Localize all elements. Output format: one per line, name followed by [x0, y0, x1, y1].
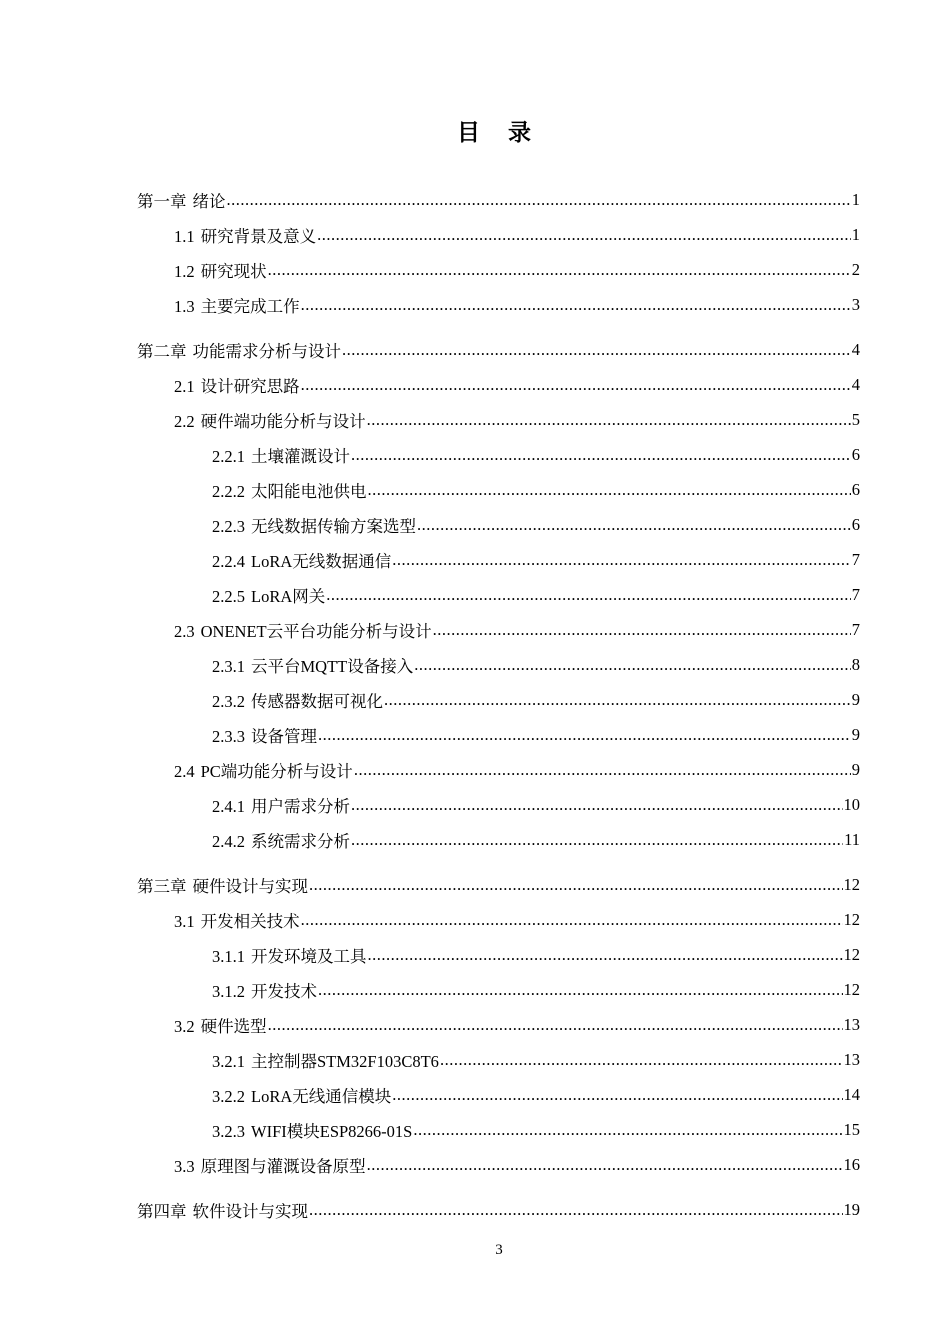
toc-entry[interactable]	[137, 437, 860, 472]
toc-entry-number: 2.2.5	[212, 586, 245, 606]
toc-entry[interactable]	[137, 902, 860, 937]
toc-entry-title	[212, 653, 413, 677]
toc-entry-label: 用户需求分析	[251, 796, 350, 816]
toc-entry-page: 7	[851, 549, 860, 569]
toc-entry-label: 功能需求分析与设计	[192, 341, 341, 361]
toc-entry-number: 3.2	[174, 1016, 195, 1036]
toc-dot-leader	[309, 1200, 843, 1220]
toc-entry-title	[212, 443, 350, 467]
toc-entry-page: 13	[843, 1014, 860, 1034]
toc-entry-label: 硬件设计与实现	[192, 876, 308, 896]
toc-entry[interactable]	[137, 717, 860, 752]
toc-entry-page: 3	[851, 294, 860, 314]
toc-entry[interactable]	[137, 577, 860, 612]
toc-entry[interactable]	[137, 507, 860, 542]
toc-entry-page: 9	[851, 689, 860, 709]
toc-dot-leader	[413, 1120, 842, 1140]
toc-entry-number: 1.3	[174, 296, 195, 316]
toc-entry[interactable]	[137, 937, 860, 972]
toc-entry-label: 研究现状	[200, 261, 267, 281]
toc-entry-number: 2.1	[174, 376, 195, 396]
toc-entry-title	[212, 548, 391, 572]
toc-entry-number: 2.4.1	[212, 796, 245, 816]
toc-entry-label: 云平台MQTT设备接入	[251, 656, 414, 676]
toc-entry-title	[212, 723, 317, 747]
toc-entry-title	[212, 793, 350, 817]
toc-entry-number: 2.2.1	[212, 446, 245, 466]
toc-entry-title	[174, 1153, 366, 1177]
toc-entry-page: 9	[851, 724, 860, 744]
page-title: 目 录	[456, 120, 541, 146]
toc-entry-page: 6	[851, 479, 860, 499]
toc-entry-page: 4	[851, 339, 860, 359]
toc-dot-leader	[384, 690, 851, 710]
toc-entry-title	[212, 688, 383, 712]
toc-entry-title	[212, 943, 367, 967]
toc-entry-number: 2.4	[174, 761, 195, 781]
toc-entry-page: 10	[843, 794, 860, 814]
toc-entry[interactable]	[137, 682, 860, 717]
toc-entry-title	[212, 1118, 412, 1142]
toc-entry-title	[174, 408, 366, 432]
toc-entry-page: 1	[851, 189, 860, 209]
toc-dot-leader	[301, 375, 851, 395]
toc-dot-leader	[351, 795, 843, 815]
toc-entry-label: 开发相关技术	[200, 911, 300, 931]
toc-dot-leader	[318, 980, 843, 1000]
toc-entry-label: 开发技术	[251, 981, 317, 1001]
toc-entry-page: 7	[851, 619, 860, 639]
toc-entry-title	[212, 583, 325, 607]
toc-dot-leader	[351, 445, 851, 465]
toc-entry-page: 11	[844, 829, 860, 849]
toc-dot-leader	[227, 190, 851, 210]
toc-entry-page: 9	[851, 759, 860, 779]
toc-entry-number: 第一章	[137, 191, 187, 211]
toc-entry-title	[174, 758, 353, 782]
toc-dot-leader	[268, 260, 851, 280]
toc-entry[interactable]	[137, 1192, 860, 1227]
toc-entry-page: 7	[851, 584, 860, 604]
toc-entry-title	[174, 373, 300, 397]
toc-entry-number: 第四章	[137, 1201, 187, 1221]
toc-dot-leader	[268, 1015, 843, 1035]
toc-entry[interactable]	[137, 972, 860, 1007]
toc-entry-page: 19	[843, 1199, 860, 1219]
toc-entry[interactable]	[137, 1042, 860, 1077]
toc-entry-number: 2.4.2	[212, 831, 245, 851]
toc-entry[interactable]	[137, 252, 860, 287]
toc-entry-page: 4	[851, 374, 860, 394]
toc-dot-leader	[417, 515, 851, 535]
toc-entry-number: 1.1	[174, 226, 195, 246]
toc-entry-title	[174, 908, 300, 932]
toc-entry-label: 硬件端功能分析与设计	[200, 411, 366, 431]
toc-dot-leader	[433, 620, 851, 640]
toc-entry-number: 第三章	[137, 876, 187, 896]
toc-entry-label: 硬件选型	[200, 1016, 267, 1036]
toc-entry-label: LoRA无线数据通信	[251, 551, 392, 571]
toc-entry-page: 5	[851, 409, 860, 429]
toc-entry-number: 2.2.2	[212, 481, 245, 501]
toc-entry-page: 12	[843, 874, 860, 894]
toc-entry-title	[212, 1083, 391, 1107]
toc-entry[interactable]	[137, 647, 860, 682]
toc-entry[interactable]	[137, 542, 860, 577]
toc-entry-label: 开发环境及工具	[251, 946, 367, 966]
toc-entry-number: 3.1	[174, 911, 195, 931]
toc-entry-title	[174, 293, 300, 317]
toc-entry-label: 设计研究思路	[200, 376, 300, 396]
toc-dot-leader	[301, 295, 851, 315]
toc-dot-leader	[414, 655, 851, 675]
toc-entry-label: 设备管理	[251, 726, 317, 746]
toc-entry-label: PC端功能分析与设计	[200, 761, 353, 781]
toc-entry-label: ONENET云平台功能分析与设计	[200, 621, 432, 641]
toc-entry-number: 2.2.4	[212, 551, 245, 571]
page-number: 3	[495, 1242, 503, 1258]
toc-entry-title	[174, 1013, 267, 1037]
toc-dot-leader	[342, 340, 851, 360]
toc-dot-leader	[368, 480, 851, 500]
toc-entry[interactable]	[137, 787, 860, 822]
toc-entry[interactable]	[137, 612, 860, 647]
toc-entry-title	[212, 478, 367, 502]
toc-entry-number: 2.3	[174, 621, 195, 641]
toc-entry-label: 原理图与灌溉设备原型	[200, 1156, 366, 1176]
toc-entry[interactable]	[137, 752, 860, 787]
toc-dot-leader	[318, 725, 851, 745]
toc-dot-leader	[354, 760, 851, 780]
toc-entry-label: 绪论	[192, 191, 226, 211]
toc-dot-leader	[301, 910, 843, 930]
toc-entry-number: 2.3.1	[212, 656, 245, 676]
toc-entry-page: 8	[851, 654, 860, 674]
toc-entry-label: 主要完成工作	[200, 296, 300, 316]
toc-entry[interactable]	[137, 217, 860, 252]
toc-entry-page: 6	[851, 514, 860, 534]
toc-entry-number: 2.2	[174, 411, 195, 431]
toc-dot-leader	[317, 225, 851, 245]
toc-entry-label: 软件设计与实现	[192, 1201, 308, 1221]
toc-entry-number: 3.1.1	[212, 946, 245, 966]
toc-entry-number: 3.1.2	[212, 981, 245, 1001]
toc-entry-title	[174, 258, 267, 282]
toc-dot-leader	[326, 585, 851, 605]
toc-entry[interactable]	[137, 867, 860, 902]
toc-entry[interactable]	[137, 182, 860, 217]
toc-entry-title	[212, 1048, 439, 1072]
toc-entry[interactable]	[137, 1077, 860, 1112]
toc-dot-leader	[309, 875, 843, 895]
toc-entry[interactable]	[137, 367, 860, 402]
toc-dot-leader	[367, 410, 851, 430]
toc-entry-number: 3.3	[174, 1156, 195, 1176]
toc-dot-leader	[368, 945, 843, 965]
toc-entry[interactable]	[137, 1112, 860, 1147]
toc-entry-page: 6	[851, 444, 860, 464]
toc-entry-number: 3.2.3	[212, 1121, 245, 1141]
toc-entry-title	[212, 828, 350, 852]
toc-entry-page: 12	[843, 944, 860, 964]
toc-dot-leader	[367, 1155, 843, 1175]
toc-entry[interactable]	[137, 822, 860, 857]
toc-entry-title	[174, 618, 432, 642]
toc-entry-page: 1	[851, 224, 860, 244]
toc-entry-title	[174, 223, 316, 247]
toc-entry-title	[137, 873, 308, 897]
toc-entry-number: 2.3.3	[212, 726, 245, 746]
toc-entry-title	[212, 513, 416, 537]
toc-entry[interactable]	[137, 472, 860, 507]
toc-dot-leader	[392, 1085, 842, 1105]
toc-entry-page: 12	[843, 909, 860, 929]
toc-entry-number: 2.3.2	[212, 691, 245, 711]
toc-entry-label: 传感器数据可视化	[251, 691, 383, 711]
toc-entry-page: 2	[851, 259, 860, 279]
toc-entry-label: LoRA网关	[251, 586, 326, 606]
toc-entry-title	[212, 978, 317, 1002]
toc-dot-leader	[440, 1050, 843, 1070]
toc-entry-label: WIFI模块ESP8266-01S	[251, 1121, 413, 1141]
toc-dot-leader	[392, 550, 851, 570]
toc-entry-number: 3.2.2	[212, 1086, 245, 1106]
toc-entry-title	[137, 338, 341, 362]
toc-entry-label: 主控制器STM32F103C8T6	[251, 1051, 439, 1071]
toc-entry-label: 研究背景及意义	[200, 226, 317, 246]
toc-entry-page: 12	[843, 979, 860, 999]
toc-entry-page: 14	[843, 1084, 860, 1104]
toc-entry-title	[137, 1198, 308, 1222]
table-of-contents	[137, 182, 860, 1227]
toc-entry[interactable]	[137, 1147, 860, 1182]
toc-dot-leader	[351, 830, 843, 850]
toc-entry-label: 太阳能电池供电	[251, 481, 367, 501]
toc-entry-label: 系统需求分析	[251, 831, 350, 851]
toc-entry-page: 16	[843, 1154, 860, 1174]
toc-entry-label: LoRA无线通信模块	[251, 1086, 392, 1106]
toc-entry-number: 第二章	[137, 341, 187, 361]
toc-entry-number: 3.2.1	[212, 1051, 245, 1071]
toc-entry-label: 无线数据传输方案选型	[251, 516, 416, 536]
toc-entry-page: 15	[843, 1119, 860, 1139]
toc-entry-number: 1.2	[174, 261, 195, 281]
toc-entry[interactable]	[137, 402, 860, 437]
toc-entry-title	[137, 188, 226, 212]
toc-entry-page: 13	[843, 1049, 860, 1069]
toc-entry[interactable]	[137, 332, 860, 367]
toc-entry[interactable]	[137, 1007, 860, 1042]
toc-entry-number: 2.2.3	[212, 516, 245, 536]
toc-entry[interactable]	[137, 287, 860, 322]
toc-entry-label: 土壤灌溉设计	[251, 446, 350, 466]
